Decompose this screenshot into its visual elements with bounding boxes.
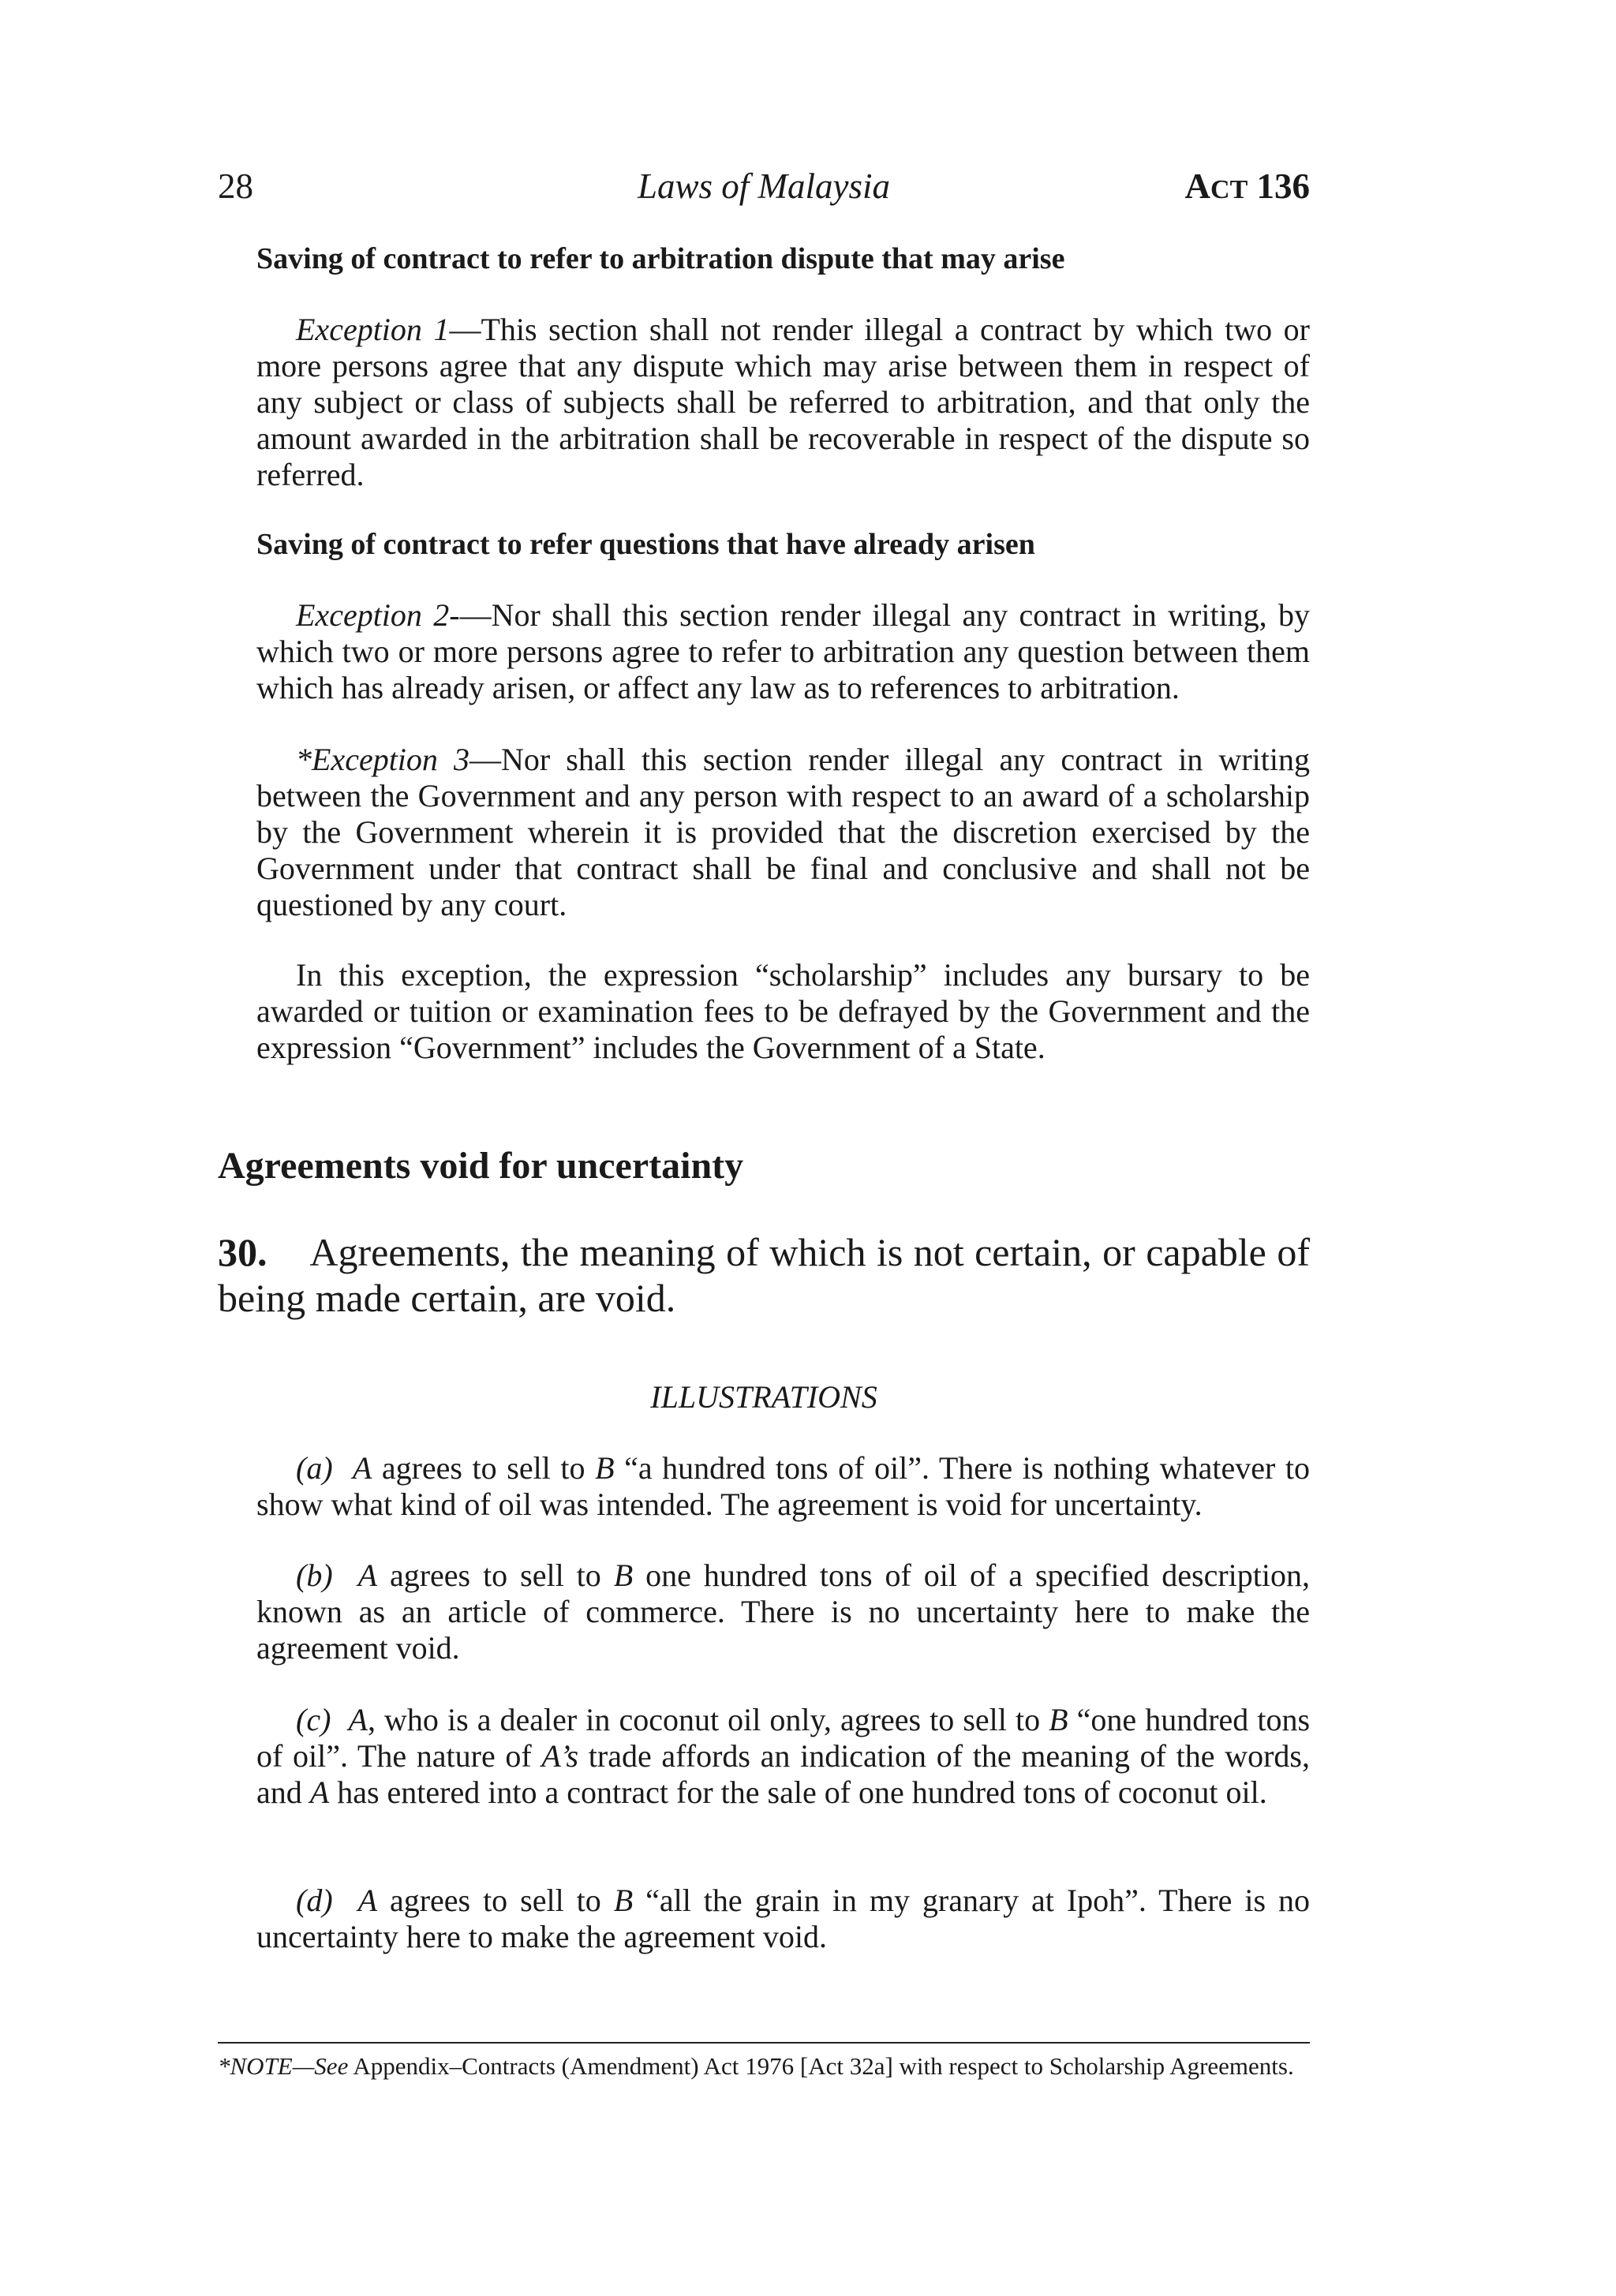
footnote-divider (218, 2042, 1310, 2044)
exception-2-label: Exception 2 (296, 597, 450, 633)
section-30-heading: Agreements void for uncertainty (218, 1145, 744, 1187)
exception-1-text: —This section shall not render illegal a contract by which two or more persons agree that any dispute which may arise between them in respect of any subject or class of subjects shall be referred to arbitration, and that only the amount awarded in the arbitration shall be recoverable in respect of the dispute so referred. (256, 312, 1311, 492)
footnote (218, 2051, 1310, 2081)
exception-3-definition (256, 957, 1310, 1066)
exception-1-label: Exception 1 (296, 312, 450, 347)
page-number: 28 (218, 166, 253, 206)
exception-1-heading: Saving of contract to refer to arbitration dispute that may arise (256, 242, 1065, 275)
illustration-d: (d) A agrees to sell to B “all the grain in my granary at Ipoh”. There is no uncertainty here to make the agreement void. (256, 1883, 1311, 1954)
page-header (218, 166, 1310, 221)
exception-2-paragraph (256, 597, 1310, 706)
act-reference: ACT 136 (1184, 166, 1310, 206)
illustration-b: (b) A agrees to sell to B one hundred tons of oil of a specified description, known as an article of commerce. There is no uncertainty here to make the agreement void. (256, 1557, 1311, 1666)
illustrations-label: ILLUSTRATIONS (650, 1379, 877, 1415)
exception-1-paragraph (256, 312, 1310, 493)
exception-3-text: —Nor shall this section render illegal any contract in writing between the Government and any person with respect to an award of a scholarship by the Government wherein it is provided that the discretion exercised by the Government under that contract shall be final and conclusive and shall not be questioned by any court. (256, 742, 1310, 922)
definition-text: In this exception, the expression “scholarship” includes any bursary to be awarded or tuition or examination fees to be defrayed by the Government and the expression “Government” includes the Government of a State. (256, 957, 1310, 1065)
footnote-label: *NOTE—See (218, 2052, 349, 2080)
exception-3-label: *Exception 3 (296, 742, 470, 777)
section-number: 30. (218, 1230, 267, 1274)
running-title: Laws of Malaysia (637, 166, 891, 206)
footnote-text: Appendix–Contracts (Amendment) Act 1976 [Act 32a] with respect to Scholarship Agreements. (348, 2052, 1294, 2080)
section-30-body: Agreements, the meaning of which is not certain, or capable of being made certain, are void. (218, 1230, 1310, 1320)
exception-2-text: -—Nor shall this section render illegal any contract in writing, by which two or more persons agree to refer to arbitration any question between them which has already arisen, or affect any law as to references to arbitration. (256, 597, 1311, 705)
section-30-text (218, 1229, 1310, 1321)
exception-3-paragraph (256, 742, 1310, 923)
illustration-a: (a) A agrees to sell to B “a hundred tons of oil”. There is nothing whatever to show what kind of oil was intended. The agreement is void for uncertainty. (256, 1450, 1311, 1522)
exception-2-heading: Saving of contract to refer questions that have already arisen (256, 528, 1035, 561)
illustration-c: (c) A, who is a dealer in coconut oil only, agrees to sell to B “one hundred tons of oil”. The nature of A’s trade affords an indication of the meaning of the words, and A has entered into a contract for the sale of one hundred tons of coconut oil. (256, 1702, 1311, 1810)
